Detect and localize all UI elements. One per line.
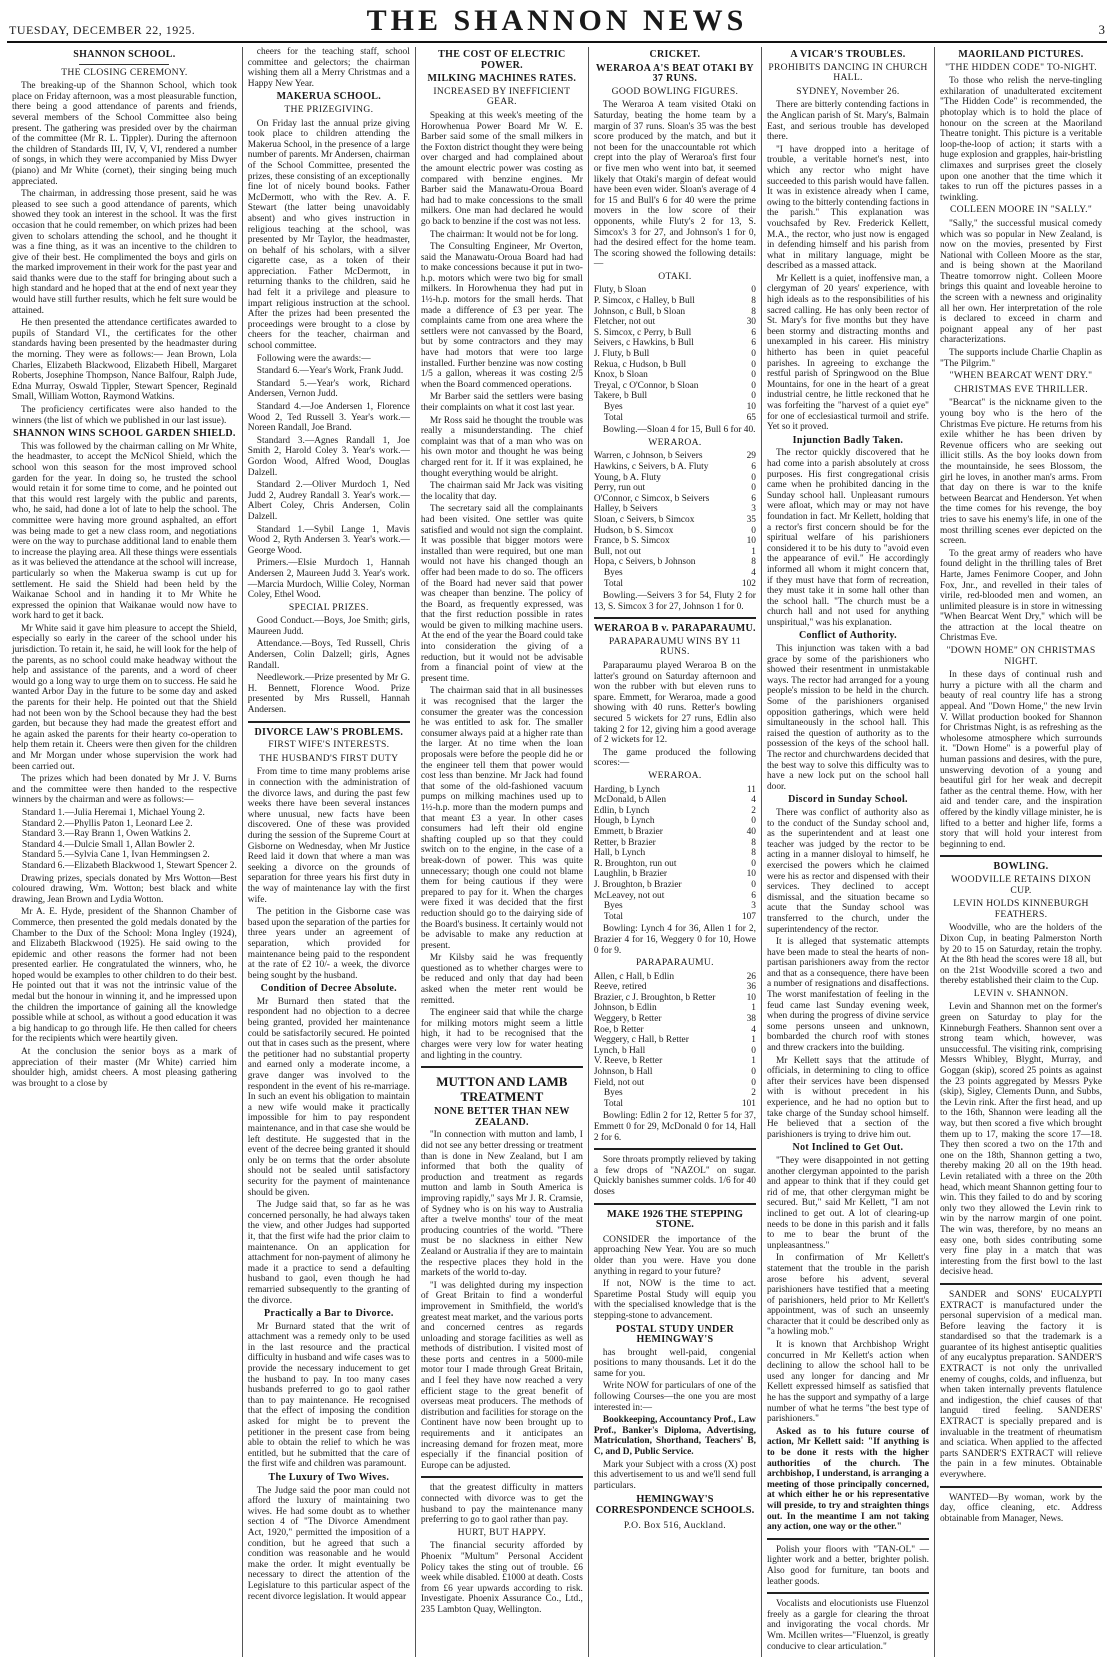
column-5 — [762, 47, 935, 1657]
column-3 — [416, 47, 589, 1657]
table-row: Laughlin, b Brazier 10 — [593, 869, 756, 880]
paragraph: Levin and Shannon met on the former's green on Saturday to play for the Kinneburgh Feathers. Shannon sent over a strong team which, however, was unsuccessful. The visiting rink, comprising Messrs Whibley, Blyght, Murray, and Goggan (skip), scored 25 points as against the 23 points aggregated by Messrs Pyke (skip), Sigley, Clements Dunn, and Subbs, the Levin rink. After the first head, and up to the 16th, Shannon were leading all the way, but then scored a five which brought them up to 17, making the score 17—18. They then scored a two on the 17th and one on the 18th, Shannon getting a two, thereby making 20 all on the 19th head. Levin retaliated with a three on the 20th head, which meant Shannon getting four to win. This they failed to do and by scoring only two they allowed the Levin rink to win by the narrow margin of one point. The win was, therefore, by no means an easy one, both sides contributing some very fine play in a match that was interesting from the first bowl to the last decisive head. — [939, 1002, 1103, 1278]
section-headline: COLLEEN MOORE IN "SALLY." — [949, 204, 1093, 216]
list-item: Standard 1.—Sybil Lange 1, Mavis Wood 2, Ryth Andersen 3. Year's work.—George Wood. — [247, 524, 410, 556]
list-item: Standard 2.—Oliver Murdoch 1, Ned Judd 2, Audrey Randall 3. Year's work.—Albert Coley, Chris Andersen, Colin Dalzell. — [247, 480, 410, 522]
divider — [421, 1066, 583, 1068]
table-row: Hudson, b S. Simcox 0 — [593, 525, 756, 536]
paragraph: cheers for the teaching staff, school committee and gelectors; the chairman wishing them all a Merry Christmas and a Happy New Year. — [247, 47, 410, 89]
paragraph: The proficiency certificates were also handed to the winners (the list of which we published in our last issue). — [12, 405, 237, 426]
list-item: Standard 5.—Sylvia Cane 1, Ivan Hemmingsen 2. — [22, 850, 210, 861]
section-headline: Not Inclined to Get Out. — [792, 1142, 904, 1154]
table-row: Perry, run out 0 — [593, 483, 756, 494]
paragraph: The Judge said the poor man could not afford the luxury of maintaining two wives. He had some doubt as to whether section 4 of "The Divorce Amendment Act, 1920," permitted the imposition of a condition, but he agreed that such a condition was reasonable and he would make the order. It might eventually be necessary to direct the attention of the Legislature to this particular aspect of the recent divorce legislation. It would appear — [247, 1485, 410, 1602]
article-subheadline: THE CLOSING CEREMONY. — [61, 66, 188, 78]
columns — [7, 47, 1107, 1657]
total-row: Total 101 — [603, 1098, 756, 1109]
awards-list — [248, 366, 410, 600]
section-headline: "DOWN HOME" ON CHRISTMAS NIGHT. — [946, 645, 1096, 667]
paragraph: "I was delighted during my inspection of Great Britain to find a wonderful improvement in Smithfield, the world's greatest meat market, and the various ports and concerned centres as regards unloading and storage facilities as well as methods of distribution. I visited most of these ports and centres in a 5000-mile motor tour I made through Great Britain, and I feel they have now reached a very efficient stage to the great benefit of overseas meat producers. The methods of distribution and facilities for storage on the Continent have now been brought up to requirements and it anticipates an increasing demand for frozen meat, more especially if the financial position of Europe can be adjusted. — [420, 1280, 583, 1471]
table-row: Bull, not out 1 — [593, 546, 756, 557]
section-headline: Condition of Decree Absolute. — [260, 983, 397, 995]
divider — [248, 721, 410, 723]
list-item: Standard 1.—Julia Heremai 1, Michael Young 2. — [22, 807, 205, 818]
paragraph: "Sally," the successful musical comedy which was so popular in New Zealand, is now on the movies, presented by First National with Colleen Moore as the star, and is being shown at the Maoriland Theatre tomorrow night. Colleen Moore brings this quaint and loveable heroine to the screen with a newness and originality all her own. Her interpretation of the role is declared to exceed in charm and poignant appeal any of her past characterizations. — [939, 218, 1103, 346]
table-row: Roe, b Retter 4 — [593, 1024, 756, 1035]
paragraph: "Bearcat" is the nickname given to the young boy who is the hero of the Christmas Eve picture. He returns from his exile whither he has been driven by Revenue officers who are seeking out illicit stills. As the boy looks down from the mountainside, he sees Blossom, the girl he loves, in another man's arms. From that day on there is war to the knife between Bearcat and Henderson. Yet when the time comes for his revenge, the boy tries to save his enemy's life, in one of the most thrilling scenes ever depicted on the screen. — [939, 398, 1103, 547]
table-row: France, b S. Simcox 10 — [593, 536, 756, 547]
section-headline: LEVIN v. SHANNON. — [973, 987, 1069, 999]
advertisement-text: Write NOW for particulars of one of the following Courses—the one you are most interested in:— — [593, 1381, 756, 1413]
paragraph: The Consulting Engineer, Mr Overton, said the Manawatu-Oroua Board had had to make concessions because it put in two-h.p. motors which were two big for small milkers. In Horowhenua they had put in 1½-h.p. motors for the small herds. That made a difference of £3 per year. The complaints came from one area where the settlers were not canvassed by the Board, but by some contractors and they may have had motors that were too large installed. Further benzine was now costing 1/5 a gallon, whereas it was costing 2/5 when the Board commenced operations. — [420, 242, 583, 390]
list-item: Standard 6.—Year's Work, Frank Judd. — [256, 366, 404, 377]
table-row: P. Simcox, c Halley, b Bull 8 — [593, 296, 756, 307]
advertisement-text: CONSIDER the importance of the approaching New Year. You are so much older than you were. Have you done anything in regard to your future? — [593, 1234, 756, 1277]
column-2 — [243, 47, 416, 1657]
column-4 — [589, 47, 762, 1657]
table-row: Johnson, c Bull, b Sloan 8 — [593, 306, 756, 317]
table-row: Hawkins, c Seivers, b A. Fluty 6 — [593, 461, 756, 472]
paragraph: To those who relish the nerve-tingling exhilaration of unadulterated excitement "The Hidden Code" is recommended, the photoplay which is to hold the place of honour on the screen at the Maoriland Theatre tonight. This picture is a veritable loop-the-loop of action; it starts with a huge explosion and grapples, hair-bristling climaxes and surprises greet the closely upon one another that the time which it takes to run off the pictures passes in a twinkling. — [939, 76, 1103, 203]
table-row: Young, b A. Fluty 0 — [593, 472, 756, 483]
bowling-summary: Bowling.—Sloan 4 for 15, Bull 6 for 40. — [602, 425, 756, 436]
paragraph: The Weraroa A team visited Otaki on Saturday, beating the home team by a margin of 37 runs. Sloan's 35 was the best score produced by the match, and but it not been for the unaccountable rot which crept into the play of Weraroa's first four or five men who went into bat, it seemed likely that Otaki's margin of defeat would have been even wider. Sloan's average of 4 for 15 and Bull's 6 for 40 were the prime movers in the low score of their opponents, while Fluty's 2 for 13, S. Simcox's 3 for 27, and Johnson's 1 for 0, had the desired effect for the home team. The scoring showed the following details:— — [593, 100, 756, 270]
list-item: Standard 4.—Joe Andersen 1, Florence Wood 2, Ted Russell 3. Year's work.—Noreen Randall, Joe Brand. — [247, 402, 410, 434]
paragraph: To the great army of readers who have found delight in the thrilling tales of Bret Harte, James Fenimore Cooper, and John Fox, Jnr., and revelled in their tales of virile, red-blooded men and women, an unlimited pleasure is in store in witnessing "When Bearcat Went Dry," which will be the attraction at the local theatre on Christmas Eve. — [939, 548, 1103, 644]
newspaper-page — [7, 4, 1107, 1662]
team-heading: WERAROA. — [648, 770, 702, 781]
paragraph: Asked as to his future course of action, Mr Kellett said: "If anything is to be done it rests with the higher authorities of the church. The archbishop, I understand, is arranging a meeting of those principally concerned, at which either he or his representative will preside, to try and straighten things out. In the meantime I am not taking any action, one way or the other." — [766, 1426, 929, 1533]
masthead — [7, 4, 1107, 43]
page-number: 3 — [1098, 22, 1105, 37]
table-row: Halley, b Seivers 3 — [593, 504, 756, 515]
table-row: Seivers, c Hawkins, b Bull 6 — [593, 338, 756, 349]
article-headline: MAORILAND PICTURES. — [958, 49, 1084, 60]
classified-advert: WANTED—By woman, work by the day, office cleaning, etc. Address obtainable from Manager, News. — [939, 1492, 1103, 1524]
table-row: Johnson, b Edlin 1 — [593, 1003, 756, 1014]
table-row: S. Simcox, c Perry, b Bull 6 — [593, 327, 756, 338]
table-row: Byes 10 — [603, 402, 756, 412]
divider — [940, 1283, 1102, 1285]
table-row: Allen, c Hall, b Edlin 26 — [593, 971, 756, 982]
divider — [421, 1476, 583, 1478]
table-row: Warren, c Johnson, b Seivers 29 — [593, 451, 756, 462]
article-subheadline: PARAPARAUMU WINS BY 11 RUNS. — [608, 635, 741, 658]
list-item: Standard 4.—Dulcie Small 1, Allan Bowler 2. — [22, 839, 195, 850]
paragraph: At the conclusion the senior boys as a mark of appreciation of their master (Mr White) carried him shoulder high, amidst cheers. A most pleasing gathering was brought to a close by — [12, 1047, 237, 1089]
table-row: Retter, b Brazier 8 — [593, 837, 756, 848]
paragraph: This was followed by the chairman calling on Mr White, the headmaster, to accept the McNicol Shield, which the school won this season for the most improved school garden for the year. In doing so, he trusted the school would retain it for some time to come, and he pointed out that this would rest largely with the public and parents, who, he said, had done a lot of late to help the school. The committee were having more ground asphalted, an effort was being made to get a new class room, and negotiations were on the way to purchase additional land to enable them to increase the playing area. All these things were essentials as it was believed the attendance at the school will increase, particularly so when the Makerua swamp is cut up for settlement. He said the Shield had been held by the Waikanae School and in handing it to Mr White he expressed the opinion that Waikanae would now have to work hard to get it back. — [12, 441, 237, 622]
list-item: Standard 3.—Ray Brann 1, Owen Watkins 2. — [22, 829, 191, 840]
table-row: J. Broughton, b Brazier 0 — [593, 879, 756, 890]
paragraph: It is known that Archbishop Wright concurred in Mr Kellett's action when declining to allow the school hall to be used any longer for dancing and Mr Kellett expressed himself as satisfied that he has the support and sympathy of a large number of what he terms "the best type of parishioners." — [766, 1340, 929, 1425]
list-item: Standard 6.—Elizabeth Blackwood 1, Stewart Spencer 2. — [22, 860, 237, 871]
section-headline: "WHEN BEARCAT WENT DRY." — [949, 370, 1093, 382]
paragraph: "They were disappointed in not getting another clergyman appointed to the parish and appear to think that if they could get rid of me, that other clergyman might be secured. But," said Mr Kellett, "I am not inclined to get out. A lot of clearing-up needs to be done in this parish and it falls to me to bear the brunt of the unpleasantness." — [766, 1155, 929, 1251]
table-row: Reeve, retired 36 — [593, 982, 756, 993]
list-item: Standard 2.—Phyllis Paton 1, Leonard Lee 2. — [22, 818, 193, 829]
table-row: Byes 2 — [603, 1088, 756, 1099]
team-heading: OTAKI. — [658, 270, 692, 282]
scorecard-weraroa — [594, 451, 756, 589]
team-heading: WERAROA. — [648, 436, 702, 448]
paragraph: The supports include Charlie Chaplin as "The Pilgrim." — [939, 348, 1103, 369]
paragraph: He then presented the attendance certificates awarded to pupils of Standard VI., the certificates for the other standards having been presented by the headmaster during the morning. They were as follows:— Jean Brown, Lola Charles, Elizabeth Blackwood, Elizabeth Hibell, Margaret Roberts, Josephine Thompson, Nance Balfour, Ralph Jude, Edna Murray, Oswald Tippler, Stewart Spencer, Reginald Small, William Wotton, Raymond Watkins. — [12, 318, 237, 403]
article-headline: WERAROA B v. PARAPARAUMU. — [593, 623, 756, 635]
table-row: Weggery, b Retter 38 — [593, 1014, 756, 1025]
advert-headline: HURT, BUT HAPPY. — [457, 1526, 547, 1538]
team-heading: PARAPARAUMU. — [636, 957, 714, 969]
table-row: Brazier, c J. Broughton, b Retter 10 — [593, 992, 756, 1003]
paragraph: There was conflict of authority also as to the conduct of the Sunday school and, as the superintendent and at least one teacher was judged by the rector to be acting in a manner disloyal to himself, he exercised the powers which he claimed were his as rector and dispensed with their services. They declined to accept dismissal, and the situation became so acute that the Sunday school was transferred to the church, under the superintendency of the rector. — [766, 807, 929, 935]
table-row: Weggery, c Hall, b Retter 1 — [593, 1035, 756, 1046]
column-6 — [935, 47, 1107, 1657]
advert-headline: MAKE 1926 THE STEPPING STONE. — [606, 1208, 743, 1231]
table-row: Field, not out 0 — [593, 1077, 756, 1088]
table-row: Hough, b Lynch 0 — [593, 816, 756, 827]
table-row: Hall, b Lynch 8 — [593, 848, 756, 859]
divider — [594, 617, 756, 619]
paragraph: The breaking-up of the Shannon School, which took place on Friday afternoon, was a most pleasurable function, there being a good attendance of parents and friends, several members of the School Committee also being present. The gathering was presided over by the chairman of the committee (Mr R. L. Tippler). During the afternoon the children of Standards III, IV, V, VI, rendered a number of songs, in which they were accompanied by Miss Dwyer (piano) and Mr White (cornet), their singing being much appreciated. — [12, 81, 237, 187]
paragraph: Paraparaumu played Weraroa B on the latter's ground on Saturday afternoon and won the rubber with but eleven runs to spare. Emmett, for Weraroa, made a good showing with 40 runs. Retter's bowling secured 5 wickets for 27 runs, Edlin also taking 2 for 12, giving him a good average of 2 wickets for 12. — [593, 661, 756, 746]
section-headline: The Luxury of Two Wives. — [268, 1472, 390, 1483]
divider — [79, 64, 169, 65]
table-row: Byes 4 — [603, 567, 756, 578]
paragraph: In confirmation of Mr Kellett's statement that the trouble in the parish arose before his advent, several parishioners have testified that a meeting of parishioners, held prior to Mr Kellett's appointment, was of such an unseemly character that it could be described only as "a howling mob." — [766, 1253, 929, 1338]
paragraph: Drawing prizes, specials donated by Mrs Wotton—Best coloured drawing, Wm. Wotton; best black and white drawing, Jean Brown and Lydia Wotton. — [12, 873, 237, 905]
paragraph: Good Conduct.—Boys, Joe Smith; girls, Maureen Judd. — [247, 616, 410, 637]
paragraph: Mr Kellett is a quiet, inoffensive man, a clergyman of 20 years' experience, with high ideals as to the responsibilities of his sacred calling. He has only been rector of St. Mary's for five months but they have been stormy and distracting months and unexampled in his career. His ministry hitherto has been in quiet peaceful parishes. In agreeing to exchange the restful parish of Springwood on the Blue Mountains, for one in the heart of a great industrial centre, he little reckoned that he was forfeiting the "harvest of a quiet eye" for one of ecclesiastical turmoil and strife. Yet so it proved. — [766, 273, 929, 433]
advertiser-address: P.O. Box 516, Auckland. — [623, 1519, 726, 1531]
dateline: SYDNEY, November 26. — [796, 85, 900, 97]
divider — [940, 1486, 1102, 1488]
table-row: McLeavey, not out 6 — [593, 890, 756, 901]
table-row: Harding, b Lynch 11 — [593, 784, 756, 795]
paragraph: The secretary said all the complainants had been visited. One settler was quite satisfied and would not sign the complaint. It was possible that bigger motors were installed than were required, but one man would not have his changed though an offer had been made to do so. The officers of the Board had never said that power was cheaper than benzine. The policy of the Board, as frequently expressed, was that the first reduction possible in rates would be given to milking machine users. At the end of the year the Board could take into consideration the giving of a reduction, but it would not be advisable from a financial point of view at the present time. — [420, 504, 583, 684]
divider — [940, 855, 1102, 857]
table-row: Treyal, c O'Connor, b Sloan 0 — [593, 380, 756, 391]
article-subheadline: NONE BETTER THAN NEW ZEALAND. — [434, 1106, 570, 1128]
scorecard-paraparaumu — [594, 972, 756, 1110]
advertisement-text: Sore throats promptly relieved by taking a few drops of "NAZOL" on sugar. Quickly banishes summer colds. 1/6 for 40 doses — [593, 1155, 756, 1197]
article-subheadline: MILKING MACHINES RATES. — [427, 73, 577, 85]
article-headline: A VICAR'S TROUBLES. — [790, 49, 906, 60]
table-row: Hopa, c Seivers, b Johnson 8 — [593, 557, 756, 568]
paragraph: The game produced the following scores:— — [593, 747, 756, 769]
bowling-summary: Bowling.—Seivers 3 for 54, Fluty 2 for 13, S. Simcox 3 for 27, Johnson 1 for 0. — [593, 591, 756, 612]
article-subheadline: INCREASED BY INEFFICIENT GEAR. — [433, 85, 571, 108]
section-subheadline: CHRISTMAS EVE THRILLER. — [954, 383, 1088, 395]
paragraph: The prizes which had been donated by Mr J. V. Burns and the committee were then handed to the respective winners by the chairman and were as follows:— — [12, 774, 237, 806]
paragraph: From time to time many problems arise in connection with the administration of the divorce laws, and during the past few weeks there have been several instances where unusual, new facts have been discovered. One of these was provided during the session of the Supreme Court at Gisborne on Wednesday, when Mr Justice Reed laid it down that where a man was seeking a divorce on the grounds of separation for three years his first duty in the way of maintenance lay with the first wife. — [247, 767, 410, 905]
divider — [594, 1203, 756, 1205]
table-row: Johnson, b Hall 0 — [593, 1067, 756, 1078]
table-row: Rekua, c Hudson, b Bull 0 — [593, 359, 756, 370]
paragraph: Woodville, who are the holders of the Dixon Cup, in beating Palmerston North by 20 to 15 on Saturday, retain the trophy. At the 8th head the scores were 18 all, but on the 21st Woodville scored a two and thereby established their claim to the Cup. — [939, 923, 1103, 987]
article-headline: THE COST OF ELECTRIC POWER. — [438, 49, 566, 71]
total-row: Total 102 — [603, 578, 756, 589]
scorecard-otaki — [594, 285, 756, 423]
article-headline: DIVORCE LAW'S PROBLEMS. — [254, 726, 404, 738]
paragraph: "In connection with mutton and lamb, I did not see any better dressing or treatment than is done in New Zealand, but I am informed that both the quality of production and treatment as regards mutton and lamb in South America is improving rapidly," says Mr J. R. Cramsie, of Sydney who is on his way to Australia after a twelve months' tour of the meat producing countries of the world. "There must be no slackness in either New Zealand or Australia if they are to maintain the respective places they hold in the markets of the world to-day. — [420, 1130, 583, 1279]
article-subheadline: WERAROA A'S BEAT OTAKI BY 37 RUNS. — [595, 62, 754, 85]
table-row: J. Fluty, b Bull 0 — [593, 349, 756, 360]
article-headline: MUTTON AND LAMB TREATMENT — [436, 1074, 568, 1105]
paragraph: The Judge said that, so far as he was concerned personally, he had always taken the view, and other Judges had supported it, that the first wife had the prior claim to maintenance. On an application for attachment for non-payment of alimony he made it a practice to send a defaulting husband to gaol, even though he had remarried subsequently to the granting of the divorce. — [247, 1200, 410, 1306]
paragraph: Needlework.—Prize presented by Mr G. H. Bennett, Florence Wood. Prize presented by Mrs Russell, Hannah Andersen. — [247, 673, 410, 716]
bowling-summary: Bowling: Lynch 4 for 36, Allen 1 for 2, Brazier 4 for 16, Weggery 0 for 10, Howe 0 for 9. — [593, 924, 756, 956]
advertisement-text: The financial security afforded by Phoenix "Multum" Personal Accident Policy takes the sting out of trouble. £6 week while disabled. £1000 at death. Costs from £6 year upwards according to risk. Investigate. Phoenix Assurance Co., Ltd., 235 Lambton Quay, Wellington. — [420, 1541, 583, 1615]
section-headline: SHANNON WINS SCHOOL GARDEN SHIELD. — [13, 428, 236, 440]
paragraph: Mr Kellett says that the attitude of officials, in determining to cling to office after their services have been dispensed with is without precedent in his experience, and he had no option but to take charge of the Sunday school himself. He believed that a section of the parishioners is trying to drive him out. — [766, 1055, 929, 1140]
article-subheadline: PROHIBITS DANCING IN CHURCH HALL. — [768, 61, 928, 84]
course-list: Bookkeeping, Accountancy Prof., Law Prof., Banker's Diploma, Advertising, Matriculation, Shorthand, Teachers' B, C, and D, Public Service. — [593, 1415, 756, 1458]
article-headline: BOWLING. — [993, 861, 1049, 873]
paragraph: Attendance.—Boys, Ted Russell, Chris Andersen, Colin Dalzell; girls, Agnes Randall. — [247, 639, 410, 671]
article-headline: SHANNON SCHOOL. — [73, 49, 176, 60]
table-row: McDonald, b Allen 4 — [593, 795, 756, 806]
bowling-summary: Bowling: Edlin 2 for 12, Retter 5 for 37, Emmett 0 for 29, McDonald 0 for 14, Hall 2 for 6. — [593, 1111, 756, 1143]
paragraph: The petition in the Gisborne case was based upon the separation of the parties for three years under an agreement of separation, which provided for maintenance being paid to the respondent at the rate of £2 10/- a week, the divorce being sought by the husband. — [247, 907, 410, 981]
table-row: Fluty, b Sloan 0 — [593, 285, 756, 296]
article-headline: MAKERUA SCHOOL. — [276, 91, 382, 103]
prize-list — [12, 808, 237, 872]
paragraph: In these days of continual rush and hurry a picture with all the charm and beauty of real country life has a strong appeal. And "Down Home," the new Irvin V. Willat production booked for Shannon for Christmas Night, is as refreshing as the wholesome atmosphere which surrounds it. "Down Home" is a powerful play of human passions and desires, with the pure, unswerving devotion of a young and beautiful girl for her weak and decrepit father as the central theme. How, with her aid and tender care, and the inspiration offered by the kindly village minister, he is lifted to a better and higher life, forms a story that will hold your interest from beginning to end. — [939, 670, 1103, 850]
paragraph: Following were the awards:— — [256, 353, 371, 364]
paragraph: Mr Burnard then stated that the respondent had no objection to a decree being granted, provided her maintenance could be satisfactorily secured. He pointed out that in cases such as the present, where the petitioner had no substantial property and earned only a moderate income, a grave danger was involved to the respondent in the event of his re-marriage. In such an event his obligation to maintain a new wife would make it practically impossible for him to pay respondent maintenance, and in that case she would be left destitute. He suggested that in the event of the decree being granted it should only be on terms that the order absolute should not be sealed until satisfactory security for the payment of maintenance should be given. — [247, 996, 410, 1198]
paragraph: The rector quickly discovered that he had come into a parish absolutely at cross purposes. His first congregational crisis came when he prohibited dancing in the Sunday school hall. Unpleasant rumours were afloat, which may or may not have foundation in fact. Mr Kellett, holding that a rector's first concern should be for the spiritual welfare of his parishioners considered it to be his duty to "avoid even the appearance of evil." He accordingly informed all whom it might concern that, if they must have that form of recreation, they must take it in some hall other than the school hall. "The church must be a church hall and not used for anything unspiritual," was his explanation. — [766, 448, 929, 628]
advertisement-text: Vocalists and elocutionists use Fluenzol freely as a gargle for clearing the throat and invigorating the vocal chords. Mr Wm. Mcillen writes—"Fluenzol, is greatly conducive to clear articulation." — [766, 1599, 929, 1652]
table-row: V. Reeve, b Retter 1 — [593, 1056, 756, 1067]
paragraph: The engineer said that while the charge for milking motors might seem a little high, it had to be recognised that the charges were very low for water heating and lighting in the country. — [420, 1008, 583, 1061]
total-row: Total 65 — [603, 412, 756, 423]
article-subheadline: THE HUSBAND'S FIRST DUTY — [259, 752, 399, 764]
table-row: Sloan, c Seivers, b Simcox 35 — [593, 514, 756, 525]
table-row: Emmett, b Brazier 40 — [593, 826, 756, 837]
table-row: Takere, b Bull 0 — [593, 391, 756, 402]
paragraph: Mr Barber said the settlers were basing their complaints on what it cost last year. — [420, 392, 583, 413]
divider — [767, 1592, 929, 1594]
paragraph: Mr Burnard stated that the writ of attachment was a remedy only to be used in the last resource and the practical difficulty in husband and wife cases was to provide the necessary inducement to get the husband to pay. In too many cases husbands preferred to go to gaol rather than to pay maintenance. He recognised that the effect of imposing the condition asked for might be to prevent the petitioner in the present case from being able to obtain the relief to which he was entitled, but he submitted that the care of the first wife and children was paramount. — [247, 1321, 410, 1470]
paragraph: The chairman said Mr Jack was visiting the locality that day. — [420, 481, 583, 502]
table-row: R. Broughton, run out 0 — [593, 858, 756, 869]
article-subheadline: LEVIN HOLDS KINNEBURGH FEATHERS. — [953, 898, 1089, 920]
table-row: Byes 3 — [603, 901, 756, 912]
paragraph: It is alleged that systematic attempts have been made to steal the hearts of non-partisan parishioners away from the rector and that as a consequence, there have been a number of resignations and disaffections. The worst manifestation of feeling in the feud came last Sunday evening week, when during the progress of divine service some persons unseen and unknown, bombarded the church roof with stones and threw crackers into the building. — [766, 937, 929, 1054]
article-subheadline: GOOD BOWLING FIGURES. — [611, 85, 739, 97]
newspaper-title: THE SHANNON NEWS — [366, 4, 748, 37]
section-headline: Injunction Badly Taken. — [792, 434, 904, 446]
paragraph: This injunction was taken with a bad grace by some of the parishioners who showed their resentment in unmistakable ways. The rector had arranged for a young people's mission to be held in the church. Some of the parishioners organised opposition gatherings, which were held simultaneously in the school hall. This raised the question of authority as to the possession of the keys of the school hall. The rector and churchwardens decided that the best way to solve this difficulty was to have a new lock put on the school hall door. — [766, 644, 929, 792]
advertisement-text: has brought well-paid, congenial positions to many thousands. Let it do the same for you. — [593, 1347, 756, 1379]
advertisement-text: If not, NOW is the time to act. Sparetime Postal Study will equip you with the specialised knowledge that is the stepping-stone to advancement. — [593, 1279, 756, 1321]
paragraph: Mr White said it gave him pleasure to accept the Shield, especially so early in the career of the school under his jurisdiction. To retain it, he said, he will look for the help of the parents, as no school could make headway without the help and assistance of the parents, and a word of cheer would go a long way to urge them on to success. He said he wanted Arbor Day in the future to be some day and asked the parents for their help. He pointed out that the Shield had not been won by the School because they had the best garden, but because they had made the greatest effort and he again asked the parents for their hearty co-operation to help them retain it. Cheers were then given for the children and Mr Morgan under whose supervision the work had been carried out. — [12, 623, 237, 772]
paragraph: Mr Kilsby said he was frequently questioned as to whether charges were to be reduced and only that day had been asked when the meter rent would be remitted. — [420, 953, 583, 1006]
paragraph: Speaking at this week's meeting of the Horowhenua Power Board Mr W. E. Barber said some of the small milkers in the Foxton district thought they were being over charged and had complained about the amount electric power was costing as compared with benzine engines. Mr Barber said the Manawatu-Oroua Board had had to make concessions to the small milkers. One man had declared he would go back to benzine if the cost was not less. — [420, 110, 583, 227]
column-1 — [7, 47, 243, 1657]
article-subheadline: THE PRIZEGIVING. — [284, 103, 374, 115]
list-item: Standard 5.—Year's work, Richard Andersen, Vernon Judd. — [247, 378, 410, 400]
advertiser-name: HEMINGWAY'S CORRESPONDENCE SCHOOLS. — [595, 1494, 755, 1516]
table-row: Lynch, b Hall 0 — [593, 1045, 756, 1056]
section-headline: Discord in Sunday School. — [788, 794, 908, 806]
paragraph: Mr A. E. Hyde, president of the Shannon Chamber of Commerce, then presented the gold medals donated by the Chamber to the Dux of the School: Mona Ingley (1924), and Elizabeth Blackwood (1925). He said owing to the epidemic and other reasons the former had not been presented earlier. He congratulated the winners, who, he hoped would be examples to other children to do their best. He pointed out that it was not the intrinsic value of the medal but the honour in winning it, and he impressed upon the children the importance of gaining all the knowledge possible while at school, as without a good education it was a big handicap to go through life. He then called for cheers for the recipients which were heartily given. — [12, 907, 237, 1045]
table-row: Edlin, b Lynch 2 — [593, 805, 756, 816]
table-row: O'Connor, c Simcox, b Seivers 6 — [593, 493, 756, 504]
article-subheadline: WOODVILLE RETAINS DIXON CUP. — [951, 873, 1091, 896]
paragraph: The chairman: It would not be for long. — [429, 229, 579, 240]
paragraph: There are bitterly contending factions in the Anglican parish of St. Mary's, Balmain East, and serious trouble has developed there. — [766, 100, 929, 143]
divider — [767, 1538, 929, 1540]
paragraph: The chairman, in addressing those present, said he was pleased to see such a good attendance of parents, which showed they took an interest in the school. It was the first occasion that he could remember, on which prizes had been given to scholars attending the school, and he thought it was a fine thing, as it was an incentive to the children to give of their best. He complimented the boys and girls on the marked improvement in their work for the past year and said thanks were due to the staff for bringing about such a high standard and he hoped that at the end of next year they would have still further results, which he felt sure would be attained. — [12, 189, 237, 316]
advertisement-text: Mark your Subject with a cross (X) post this advertisement to us and we'll send full particulars. — [593, 1459, 756, 1491]
total-row: Total 107 — [603, 911, 756, 922]
advertisement-text: SANDER and SONS' EUCALYPTI EXTRACT is manufactured under the personal supervision of a medical man. Before leaving the factory it is standardised so that the trademark is a guarantee of its highest antiseptic qualities of any eucalyptus preparation. SANDER'S EXTRACT is not only the unrivalled enemy of coughs, colds, and influenza, but when taken internally prevents flatulence and indigestion, the chief causes of that languid tired feeling. SANDERS' EXTRACT is specially prepared and is invaluable in the treatment of rheumatism and sciatica. When applied to the affected parts SANDER'S EXTRACT will relieve the pain in a few minutes. Obtainable everywhere. — [939, 1289, 1103, 1480]
paragraph: that the greatest difficulty in matters connected with divorce was to get the husband to pay the maintenance many preferring to go to gaol rather than pay. — [420, 1483, 583, 1526]
scorecard-weraroa-b — [594, 785, 756, 923]
advertisement-text: Polish your floors with "TAN-OL" —lighter work and a better, brighter polish. Also good for furniture, tan boots and leather goods. — [766, 1544, 929, 1587]
issue-date: TUESDAY, DECEMBER 22, 1925. — [9, 23, 196, 37]
paragraph: On Friday last the annual prize giving took place to children attending the Makerua School, in the presence of a large number of parents. Mr Andersen, chairman of the School Committee, presented the prizes, these consisting of an exceptionally fine lot of nicely bound books. Father McDermott, who with the Rev. A. F. Stewart (the latter being unavoidably absent) and who gives instruction in religious teaching at the school, was presented by Mr Taylor, the headmaster, on behalf of his scholars, with a silver cigarette case, as a token of their appreciation. Father McDermott, in returning thanks to the children, said he had felt it a privilege and pleasure to impart religious instruction at the school. After the prizes had been presented the proceedings were brought to a close by cheers for the teacher, chairman and school committee. — [247, 118, 410, 352]
article-headline: CRICKET. — [649, 49, 701, 60]
table-row: Knox, b Sloan 0 — [593, 370, 756, 381]
section-subheadline: SPECIAL PRIZES. — [288, 601, 369, 613]
paragraph: Mr Ross said he thought the trouble was really a misunderstanding. The chief complaint was that of a man who was on his own motor and thought he was being charged rent for it. If it was explained, he thought everything would be alright. — [420, 415, 583, 479]
list-item: Primers.—Elsie Murdoch 1, Hannah Andersen 2, Maureen Judd 3. Year's work.—Marcia Murdoch, Willie Coley, Norman Coley, Ethel Wood. — [247, 558, 410, 601]
list-item: Standard 3.—Agnes Randall 1, Joe Smith 2, Harold Coley 3. Year's work.—Gordon Wood, Alfred Wood, Douglas Dalzell. — [247, 435, 410, 478]
paragraph: The chairman said that in all businesses it was recognised that the larger the consumer the greater was the concession he was entitled to ask for. The smaller consumer always paid at a higher rate than the larger. At no time when the loan proposals were before the people did he or the engineer tell them that power would cost less than benzine. Mr Jack had found that some of the old-fashioned vacuum pumps on milking machines used up to 1½-h.p. more than the modern pumps and that meant £3 a year. In other cases consumers had left their old engine shafting coupled up so that they could switch on to the engine, in the case of a break-down of power. This was quite unnecessary; though one could not blame them for being cautious if they were prepared to pay for it. When the charges were fixed it was decided that the first reduction should go to the dairying side of the Board's business. It certainly would not be advisable to make any reduction at present. — [420, 686, 583, 951]
section-headline: Conflict of Authority. — [798, 630, 897, 642]
table-row: Fletcher, not out 30 — [593, 317, 756, 328]
paragraph: "I have dropped into a heritage of trouble, a veritable hornet's nest, into which any rector who might have succeeded to this parish would have fallen. It was in existence already when I came, owing to the bitterly contending factions in the parish." This explanation was vouchsafed by Rev. Frederick Kellett, M.A., the rector, who just now is engaged in defending himself and his parish from what in military language, might be described as a massed attack. — [766, 144, 929, 272]
section-headline: Practically a Bar to Divorce. — [263, 1308, 394, 1320]
advert-subheadline: POSTAL STUDY UNDER HEMINGWAY'S — [615, 1323, 735, 1346]
divider — [594, 1148, 756, 1150]
article-subheadline: FIRST WIFE'S INTERESTS. — [268, 739, 390, 751]
article-subheadline: "THE HIDDEN CODE" TO-NIGHT. — [945, 61, 1097, 73]
